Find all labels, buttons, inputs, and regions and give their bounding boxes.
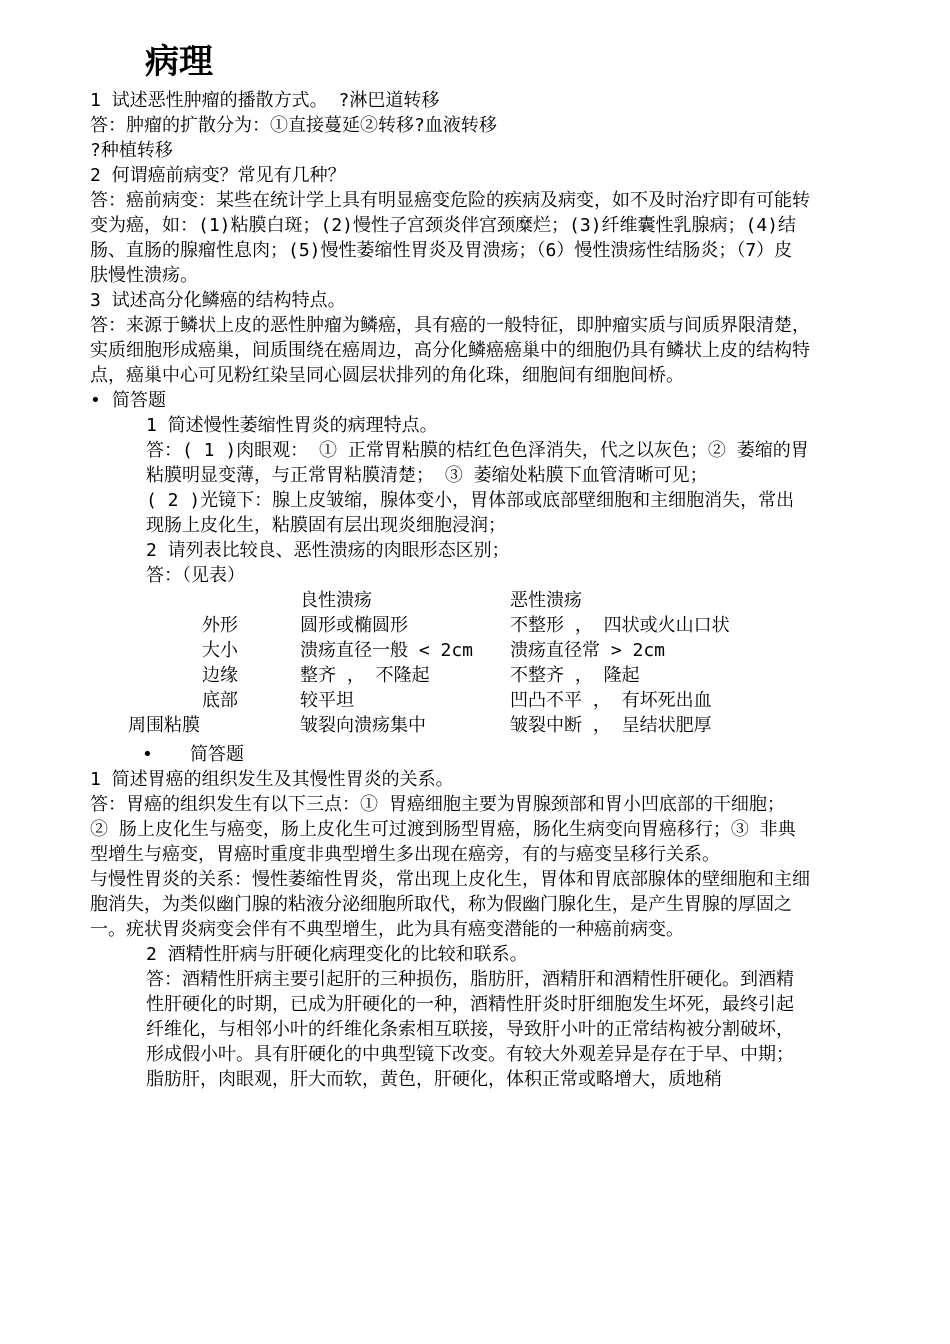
section-2-answer-2-continued: 脂肪肝，肉眼观，肝大而软，黄色，肝硬化，体积正常或略增大，质地稍 xyxy=(146,1069,722,1090)
section-1-content xyxy=(90,413,810,738)
section-heading-text: 简答题 xyxy=(190,744,244,765)
document-body xyxy=(90,88,810,1092)
ulcer-comparison-table xyxy=(128,588,730,738)
table-cell-malignant: 溃疡直径常 > 2cm xyxy=(510,640,666,661)
table-row-label: 外形 xyxy=(202,615,238,636)
answer-3: 答：来源于鳞状上皮的恶性肿瘤为鳞癌，具有癌的一般特征，即肿瘤实质与间质界限清楚，实质细胞形成癌巢，间质围绕在癌周边，高分化鳞癌癌巢中的细胞仍具有鳞状上皮的结构特点，癌巢中心可见粉红染呈同心圆层状排列的角化珠，细胞间有细胞间桥。 xyxy=(90,315,810,386)
section-1-answer-1-part-2: ( 2 )光镜下：腺上皮皱缩，腺体变小，胃体部或底部壁细胞和主细胞消失，常出现肠上皮化生，粘膜固有层出现炎细胞浸润； xyxy=(146,490,795,536)
question-3: 3 试述高分化鳞癌的结构特点。 xyxy=(90,290,346,311)
table-row xyxy=(128,613,730,638)
section-2-answer-2: 答：酒精性肝病主要引起肝的三种损伤，脂肪肝，酒精肝和酒精性肝硬化。到酒精性肝硬化的时期，已成为肝硬化的一种，酒精性肝炎时肝细胞发生坏死，最终引起纤维化，与相邻小叶的纤维化条索相互联接，导致肝小叶的正常结构被分割破坏，形成假小叶。具有肝硬化的中典型镜下改变。有较大外观差异是存在于早、中期； xyxy=(146,969,794,1065)
table-row xyxy=(128,688,730,713)
table-row xyxy=(128,663,730,688)
table-row xyxy=(128,638,730,663)
table-cell-malignant: 不整齐 ， 隆起 xyxy=(510,665,640,686)
section-heading-text: 简答题 xyxy=(112,390,166,411)
table-cell-benign: 圆形或椭圆形 xyxy=(300,615,408,636)
question-1: 1 试述恶性肿瘤的播散方式。 ?淋巴道转移 xyxy=(90,90,440,111)
section-2-question-1: 1 简述胃癌的组织发生及其慢性胃炎的关系。 xyxy=(90,769,454,790)
table-row-label: 底部 xyxy=(202,690,238,711)
section-1-question-2: 2 请列表比较良、恶性溃疡的肉眼形态区别； xyxy=(146,540,510,561)
table-row xyxy=(128,713,730,738)
answer-1-line-1: 答：肿瘤的扩散分为：①直接蔓延②转移?血液转移 xyxy=(90,115,497,136)
bullet-dot: • xyxy=(142,744,153,765)
table-cell-benign: 溃疡直径一般 < 2cm xyxy=(300,640,474,661)
table-header-cell: 良性溃疡 xyxy=(300,590,372,611)
table-cell-malignant: 皱裂中断 ， 呈结状肥厚 xyxy=(510,715,712,736)
section-1-answer-2-intro: 答：（见表） xyxy=(146,565,245,586)
question-2: 2 何谓癌前病变？常见有几种？ xyxy=(90,165,346,186)
table-cell-benign: 整齐 ， 不隆起 xyxy=(300,665,430,686)
table-cell-malignant: 凹凸不平 ， 有坏死出血 xyxy=(510,690,712,711)
answer-1-line-2: ?种植转移 xyxy=(90,140,173,161)
table-cell-benign: 皱裂向溃疡集中 xyxy=(300,715,426,736)
section-1-question-1: 1 简述慢性萎缩性胃炎的病理特点。 xyxy=(146,415,438,436)
section-2-content xyxy=(90,942,810,1092)
table-row-label: 边缘 xyxy=(202,665,238,686)
table-header-cell: 恶性溃疡 xyxy=(510,590,582,611)
page-title: 病理 xyxy=(145,42,213,82)
bullet-dot: • xyxy=(90,390,101,411)
section-2-heading xyxy=(90,742,810,767)
section-1-heading xyxy=(90,388,810,413)
table-header-cell xyxy=(128,588,300,613)
table-cell-benign: 较平坦 xyxy=(300,690,354,711)
section-2-answer-1: 答：胃癌的组织发生有以下三点：① 胃癌细胞主要为胃腺颈部和胃小凹底部的干细胞； ② 肠上皮化生与癌变，肠上皮化生可过渡到肠型胃癌，肠化生病变向胃癌移行；③ 非典型增生与癌变，胃癌时重度非典型增生多出现在癌旁，有的与癌变呈移行关系。 xyxy=(90,794,796,865)
section-1-answer-1-part-1: 答：( 1 )肉眼观： ① 正常胃粘膜的桔红色色泽消失，代之以灰色；② 萎缩的胃粘膜明显变薄，与正常胃粘膜清楚； ③ 萎缩处粘膜下血管清晰可见； xyxy=(146,440,809,486)
table-row-label: 周围粘膜 xyxy=(128,715,200,736)
section-2-answer-1-relation: 与慢性胃炎的关系：慢性萎缩性胃炎，常出现上皮化生，胃体和胃底部腺体的壁细胞和主细胞消失，为类似幽门腺的粘液分泌细胞所取代，称为假幽门腺化生，是产生胃腺的厚固之一。疣状胃炎病变会伴有不典型增生，此为具有癌变潜能的一种癌前病变。 xyxy=(90,869,810,940)
answer-2: 答：癌前病变：某些在统计学上具有明显癌变危险的疾病及病变，如不及时治疗即有可能转变为癌，如：(1)粘膜白斑；(2)慢性子宫颈炎伴宫颈糜烂；(3)纤维囊性乳腺病；(4)结肠、直肠的腺瘤性息肉；(5)慢性萎缩性胃炎及胃溃疡；（6）慢性溃疡性结肠炎；（7）皮肤慢性溃疡。 xyxy=(90,190,810,286)
table-cell-malignant: 不整形 ， 四状或火山口状 xyxy=(510,615,730,636)
section-2-question-2: 2 酒精性肝病与肝硬化病理变化的比较和联系。 xyxy=(146,944,528,965)
table-header-row xyxy=(128,588,730,613)
table-row-label: 大小 xyxy=(202,640,238,661)
